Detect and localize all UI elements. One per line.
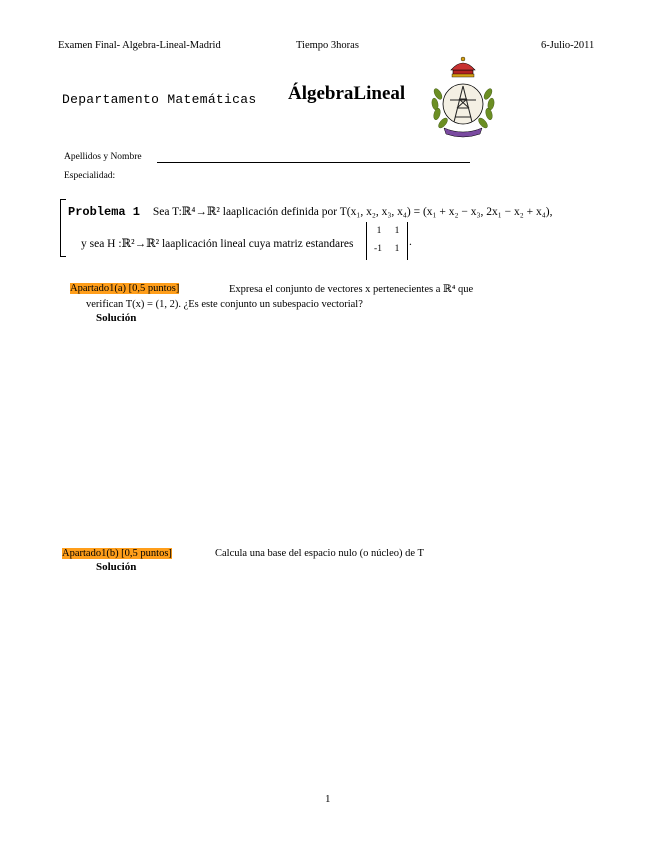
matrix-period: . (409, 236, 412, 248)
matrix-cell: 1 (394, 226, 400, 236)
problem-intro-text: Sea T:ℝ⁴→ℝ² laaplicación definida por (152, 206, 338, 218)
matrix-cell: 1 (394, 244, 400, 254)
matrix-cell: -1 (374, 244, 382, 254)
name-label: Apellidos y Nombre (64, 152, 142, 162)
problem-formula: T(x₁, x₂, x₃, x₄) = (x₁ + x₂ − x₃, 2x₁ − x₂ + x₄), (339, 206, 553, 218)
problem-name: Problema 1 (68, 205, 141, 219)
header-center: Tiempo 3horas (296, 40, 359, 51)
header-left: Examen Final- Algebra-Lineal-Madrid (58, 40, 221, 51)
apartado-a-label: Apartado1(a) [0,5 puntos] (70, 283, 180, 294)
problem-line-1 (68, 204, 553, 219)
apartado-a-solution-heading: Solución (96, 312, 137, 324)
apartado-b-text: Calcula una base del espacio nulo (o núcleo) de T (215, 548, 424, 559)
header-right: 6-Julio-2011 (541, 40, 595, 51)
matrix-cell: 1 (376, 226, 382, 236)
problem-bracket (60, 199, 66, 257)
apartado-b-label: Apartado1(b) [0,5 puntos] (62, 548, 172, 559)
apartado-a-text-1: Expresa el conjunto de vectores x pertenecientes a ℝ⁴ que (229, 284, 474, 295)
department-title: Departamento Matemáticas (62, 92, 257, 107)
problem-line-2: y sea H :ℝ²→ℝ² laaplicación lineal cuya matriz estandares (81, 238, 354, 250)
apartado-b-solution-heading: Solución (96, 561, 137, 573)
course-title: ÁlgebraLineal (288, 83, 406, 104)
university-crest-icon (424, 56, 502, 140)
name-input-line[interactable] (157, 162, 470, 163)
page-number: 1 (325, 793, 331, 805)
apartado-a-text-2: verifican T(x) = (1, 2). ¿Es este conjunto un subespacio vectorial? (86, 299, 363, 310)
standard-matrix (366, 222, 408, 260)
crown-icon (451, 57, 475, 77)
specialty-label: Especialidad: (64, 171, 116, 181)
